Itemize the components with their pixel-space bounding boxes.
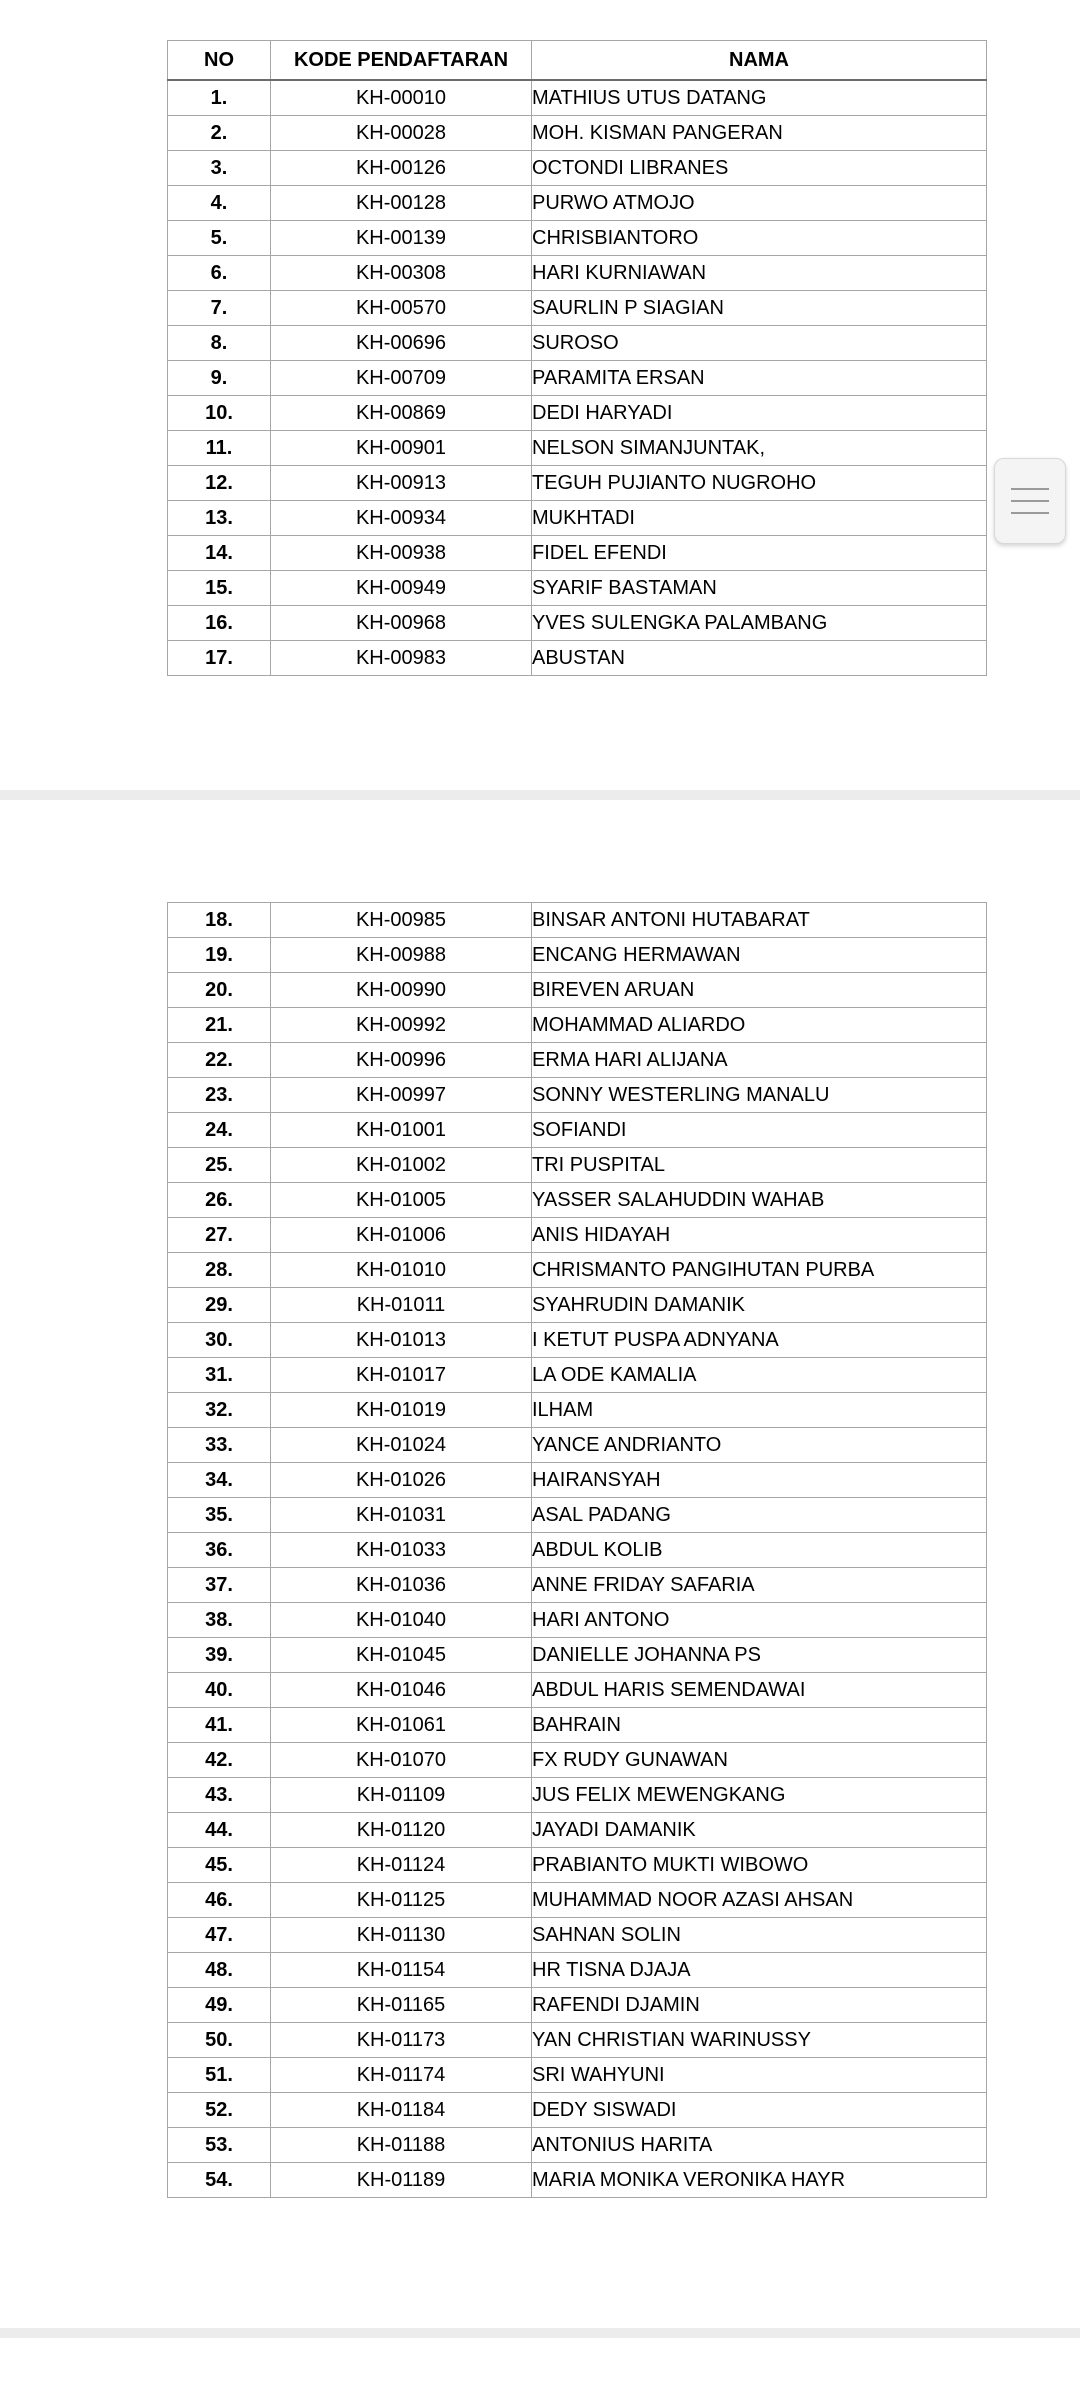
- participant-name: LA ODE KAMALIA: [532, 1358, 987, 1393]
- table-row: [168, 1463, 987, 1498]
- participant-name: PARAMITA ERSAN: [532, 361, 987, 396]
- row-number: 45.: [168, 1848, 271, 1883]
- row-number: 33.: [168, 1428, 271, 1463]
- registration-code: KH-01173: [271, 2023, 532, 2058]
- table-row: [168, 1113, 987, 1148]
- participant-name: YASSER SALAHUDDIN WAHAB: [532, 1183, 987, 1218]
- table-row: [168, 1883, 987, 1918]
- participant-name: SONNY WESTERLING MANALU: [532, 1078, 987, 1113]
- participant-name: ANIS HIDAYAH: [532, 1218, 987, 1253]
- registration-code: KH-01011: [271, 1288, 532, 1323]
- table-row: [168, 326, 987, 361]
- header-nama: NAMA: [532, 41, 987, 81]
- table-row: [168, 1533, 987, 1568]
- row-number: 52.: [168, 2093, 271, 2128]
- participant-name: PRABIANTO MUKTI WIBOWO: [532, 1848, 987, 1883]
- participant-name: ANNE FRIDAY SAFARIA: [532, 1568, 987, 1603]
- registration-code: KH-01124: [271, 1848, 532, 1883]
- registration-code: KH-01019: [271, 1393, 532, 1428]
- row-number: 8.: [168, 326, 271, 361]
- table-row: [168, 1708, 987, 1743]
- table-row: [168, 1288, 987, 1323]
- row-number: 10.: [168, 396, 271, 431]
- table-row: [168, 1953, 987, 1988]
- table-row: [168, 938, 987, 973]
- row-number: 29.: [168, 1288, 271, 1323]
- table-row: [168, 151, 987, 186]
- row-number: 31.: [168, 1358, 271, 1393]
- participant-name: ANTONIUS HARITA: [532, 2128, 987, 2163]
- header-no: NO: [168, 41, 271, 81]
- participant-name: HARI ANTONO: [532, 1603, 987, 1638]
- header-kode-pendaftaran: KODE PENDAFTARAN: [271, 41, 532, 81]
- participant-name: TEGUH PUJIANTO NUGROHO: [532, 466, 987, 501]
- participant-name: FX RUDY GUNAWAN: [532, 1743, 987, 1778]
- registration-code: KH-00709: [271, 361, 532, 396]
- participant-name: JAYADI DAMANIK: [532, 1813, 987, 1848]
- participant-name: DEDI HARYADI: [532, 396, 987, 431]
- table-row: [168, 1218, 987, 1253]
- participant-name: HARI KURNIAWAN: [532, 256, 987, 291]
- participant-name: MUHAMMAD NOOR AZASI AHSAN: [532, 1883, 987, 1918]
- participant-name: OCTONDI LIBRANES: [532, 151, 987, 186]
- registration-code: KH-00913: [271, 466, 532, 501]
- row-number: 16.: [168, 606, 271, 641]
- row-number: 21.: [168, 1008, 271, 1043]
- row-number: 1.: [168, 80, 271, 116]
- registration-code: KH-01109: [271, 1778, 532, 1813]
- table-row: [168, 1743, 987, 1778]
- table-row: [168, 1393, 987, 1428]
- registration-code: KH-00938: [271, 536, 532, 571]
- table-row: [168, 1253, 987, 1288]
- registration-code: KH-00949: [271, 571, 532, 606]
- row-number: 14.: [168, 536, 271, 571]
- participant-name: FIDEL EFENDI: [532, 536, 987, 571]
- registration-code: KH-00570: [271, 291, 532, 326]
- row-number: 18.: [168, 903, 271, 938]
- registration-code: KH-01188: [271, 2128, 532, 2163]
- table-row: [168, 2058, 987, 2093]
- participant-name: ABUSTAN: [532, 641, 987, 676]
- participant-name: DANIELLE JOHANNA PS: [532, 1638, 987, 1673]
- table-header-row: [168, 41, 987, 81]
- registration-code: KH-01046: [271, 1673, 532, 1708]
- registration-code: KH-00869: [271, 396, 532, 431]
- table-row: [168, 186, 987, 221]
- participant-name: ENCANG HERMAWAN: [532, 938, 987, 973]
- registration-code: KH-01165: [271, 1988, 532, 2023]
- row-number: 6.: [168, 256, 271, 291]
- registration-code: KH-01013: [271, 1323, 532, 1358]
- registration-code: KH-00968: [271, 606, 532, 641]
- participant-name: ABDUL KOLIB: [532, 1533, 987, 1568]
- registration-code: KH-01002: [271, 1148, 532, 1183]
- row-number: 7.: [168, 291, 271, 326]
- participant-name: SAHNAN SOLIN: [532, 1918, 987, 1953]
- row-number: 53.: [168, 2128, 271, 2163]
- document-page-2: [0, 800, 1080, 2328]
- row-number: 15.: [168, 571, 271, 606]
- table-row: [168, 1428, 987, 1463]
- participant-name: JUS FELIX MEWENGKANG: [532, 1778, 987, 1813]
- table-row: [168, 431, 987, 466]
- row-number: 13.: [168, 501, 271, 536]
- participant-name: SAURLIN P SIAGIAN: [532, 291, 987, 326]
- table-row: [168, 1988, 987, 2023]
- row-number: 4.: [168, 186, 271, 221]
- participant-name: YAN CHRISTIAN WARINUSSY: [532, 2023, 987, 2058]
- participant-name: SUROSO: [532, 326, 987, 361]
- registration-code: KH-01031: [271, 1498, 532, 1533]
- row-number: 49.: [168, 1988, 271, 2023]
- participant-name: MUKHTADI: [532, 501, 987, 536]
- table-row: [168, 396, 987, 431]
- registration-code: KH-00126: [271, 151, 532, 186]
- registration-table-page-2: [167, 902, 987, 2198]
- row-number: 36.: [168, 1533, 271, 1568]
- table-row: [168, 1568, 987, 1603]
- registration-code: KH-01010: [271, 1253, 532, 1288]
- participant-name: ABDUL HARIS SEMENDAWAI: [532, 1673, 987, 1708]
- document-page-1: [0, 0, 1080, 790]
- row-number: 41.: [168, 1708, 271, 1743]
- table-row: [168, 2093, 987, 2128]
- table-row: [168, 466, 987, 501]
- participant-name: SOFIANDI: [532, 1113, 987, 1148]
- row-number: 39.: [168, 1638, 271, 1673]
- participant-name: I KETUT PUSPA ADNYANA: [532, 1323, 987, 1358]
- row-number: 37.: [168, 1568, 271, 1603]
- participant-name: YVES SULENGKA PALAMBANG: [532, 606, 987, 641]
- table-row: [168, 501, 987, 536]
- table-row: [168, 1358, 987, 1393]
- registration-code: KH-00010: [271, 80, 532, 116]
- registration-code: KH-00990: [271, 973, 532, 1008]
- page-separator: [0, 2328, 1080, 2338]
- row-number: 54.: [168, 2163, 271, 2198]
- participant-name: ILHAM: [532, 1393, 987, 1428]
- table-row: [168, 641, 987, 676]
- row-number: 27.: [168, 1218, 271, 1253]
- table-row: [168, 361, 987, 396]
- table-row: [168, 1498, 987, 1533]
- hamburger-menu-icon: [1011, 500, 1049, 502]
- registration-code: KH-01184: [271, 2093, 532, 2128]
- table-body-page-1: [168, 80, 987, 676]
- participant-name: MOH. KISMAN PANGERAN: [532, 116, 987, 151]
- row-number: 32.: [168, 1393, 271, 1428]
- row-number: 19.: [168, 938, 271, 973]
- table-row: [168, 571, 987, 606]
- row-number: 46.: [168, 1883, 271, 1918]
- registration-code: KH-00934: [271, 501, 532, 536]
- registration-code: KH-01125: [271, 1883, 532, 1918]
- table-row: [168, 536, 987, 571]
- row-number: 43.: [168, 1778, 271, 1813]
- table-row: [168, 2023, 987, 2058]
- floating-menu-button[interactable]: [994, 458, 1066, 544]
- table-row: [168, 1323, 987, 1358]
- table-row: [168, 1148, 987, 1183]
- row-number: 48.: [168, 1953, 271, 1988]
- row-number: 17.: [168, 641, 271, 676]
- row-number: 51.: [168, 2058, 271, 2093]
- registration-code: KH-01006: [271, 1218, 532, 1253]
- registration-code: KH-00696: [271, 326, 532, 361]
- participant-name: DEDY SISWADI: [532, 2093, 987, 2128]
- row-number: 22.: [168, 1043, 271, 1078]
- table-row: [168, 116, 987, 151]
- participant-name: ERMA HARI ALIJANA: [532, 1043, 987, 1078]
- registration-code: KH-00983: [271, 641, 532, 676]
- registration-code: KH-01005: [271, 1183, 532, 1218]
- registration-code: KH-00028: [271, 116, 532, 151]
- participant-name: RAFENDI DJAMIN: [532, 1988, 987, 2023]
- table-row: [168, 1813, 987, 1848]
- participant-name: SYARIF BASTAMAN: [532, 571, 987, 606]
- table-row: [168, 80, 987, 116]
- row-number: 40.: [168, 1673, 271, 1708]
- table-row: [168, 1638, 987, 1673]
- row-number: 20.: [168, 973, 271, 1008]
- row-number: 44.: [168, 1813, 271, 1848]
- registration-code: KH-01045: [271, 1638, 532, 1673]
- registration-code: KH-01120: [271, 1813, 532, 1848]
- row-number: 47.: [168, 1918, 271, 1953]
- registration-code: KH-00139: [271, 221, 532, 256]
- participant-name: PURWO ATMOJO: [532, 186, 987, 221]
- registration-code: KH-01026: [271, 1463, 532, 1498]
- registration-code: KH-00985: [271, 903, 532, 938]
- participant-name: BINSAR ANTONI HUTABARAT: [532, 903, 987, 938]
- table-row: [168, 1183, 987, 1218]
- row-number: 38.: [168, 1603, 271, 1638]
- registration-code: KH-00308: [271, 256, 532, 291]
- registration-code: KH-01024: [271, 1428, 532, 1463]
- registration-code: KH-00997: [271, 1078, 532, 1113]
- participant-name: SYAHRUDIN DAMANIK: [532, 1288, 987, 1323]
- participant-name: NELSON SIMANJUNTAK,: [532, 431, 987, 466]
- registration-code: KH-00128: [271, 186, 532, 221]
- row-number: 23.: [168, 1078, 271, 1113]
- registration-code: KH-00996: [271, 1043, 532, 1078]
- participant-name: MOHAMMAD ALIARDO: [532, 1008, 987, 1043]
- participant-name: TRI PUSPITAL: [532, 1148, 987, 1183]
- table-row: [168, 1043, 987, 1078]
- row-number: 50.: [168, 2023, 271, 2058]
- table-row: [168, 903, 987, 938]
- participant-name: MARIA MONIKA VERONIKA HAYR: [532, 2163, 987, 2198]
- participant-name: CHRISMANTO PANGIHUTAN PURBA: [532, 1253, 987, 1288]
- table-row: [168, 606, 987, 641]
- row-number: 30.: [168, 1323, 271, 1358]
- table-row: [168, 1603, 987, 1638]
- row-number: 5.: [168, 221, 271, 256]
- page-separator: [0, 790, 1080, 800]
- participant-name: HAIRANSYAH: [532, 1463, 987, 1498]
- participant-name: YANCE ANDRIANTO: [532, 1428, 987, 1463]
- registration-code: KH-01061: [271, 1708, 532, 1743]
- participant-name: SRI WAHYUNI: [532, 2058, 987, 2093]
- row-number: 11.: [168, 431, 271, 466]
- table-row: [168, 1778, 987, 1813]
- row-number: 3.: [168, 151, 271, 186]
- participant-name: CHRISBIANTORO: [532, 221, 987, 256]
- hamburger-menu-icon: [1011, 488, 1049, 490]
- participant-name: BAHRAIN: [532, 1708, 987, 1743]
- table-row: [168, 1078, 987, 1113]
- participant-name: ASAL PADANG: [532, 1498, 987, 1533]
- registration-code: KH-01036: [271, 1568, 532, 1603]
- row-number: 28.: [168, 1253, 271, 1288]
- registration-code: KH-01001: [271, 1113, 532, 1148]
- table-row: [168, 2128, 987, 2163]
- registration-code: KH-01154: [271, 1953, 532, 1988]
- row-number: 42.: [168, 1743, 271, 1778]
- row-number: 26.: [168, 1183, 271, 1218]
- registration-code: KH-01070: [271, 1743, 532, 1778]
- row-number: 2.: [168, 116, 271, 151]
- table-row: [168, 1848, 987, 1883]
- row-number: 12.: [168, 466, 271, 501]
- registration-code: KH-01033: [271, 1533, 532, 1568]
- hamburger-menu-icon: [1011, 512, 1049, 514]
- table-body-page-2: [168, 903, 987, 2198]
- table-row: [168, 1918, 987, 1953]
- registration-code: KH-01040: [271, 1603, 532, 1638]
- table-row: [168, 221, 987, 256]
- registration-code: KH-01130: [271, 1918, 532, 1953]
- registration-code: KH-00988: [271, 938, 532, 973]
- registration-code: KH-01189: [271, 2163, 532, 2198]
- table-row: [168, 2163, 987, 2198]
- row-number: 25.: [168, 1148, 271, 1183]
- registration-code: KH-01017: [271, 1358, 532, 1393]
- participant-name: HR TISNA DJAJA: [532, 1953, 987, 1988]
- table-row: [168, 256, 987, 291]
- participant-name: BIREVEN ARUAN: [532, 973, 987, 1008]
- registration-code: KH-01174: [271, 2058, 532, 2093]
- participant-name: MATHIUS UTUS DATANG: [532, 80, 987, 116]
- row-number: 34.: [168, 1463, 271, 1498]
- table-row: [168, 973, 987, 1008]
- row-number: 9.: [168, 361, 271, 396]
- table-row: [168, 1673, 987, 1708]
- registration-code: KH-00992: [271, 1008, 532, 1043]
- table-row: [168, 291, 987, 326]
- registration-table-page-1: [167, 40, 987, 676]
- table-row: [168, 1008, 987, 1043]
- row-number: 24.: [168, 1113, 271, 1148]
- row-number: 35.: [168, 1498, 271, 1533]
- registration-code: KH-00901: [271, 431, 532, 466]
